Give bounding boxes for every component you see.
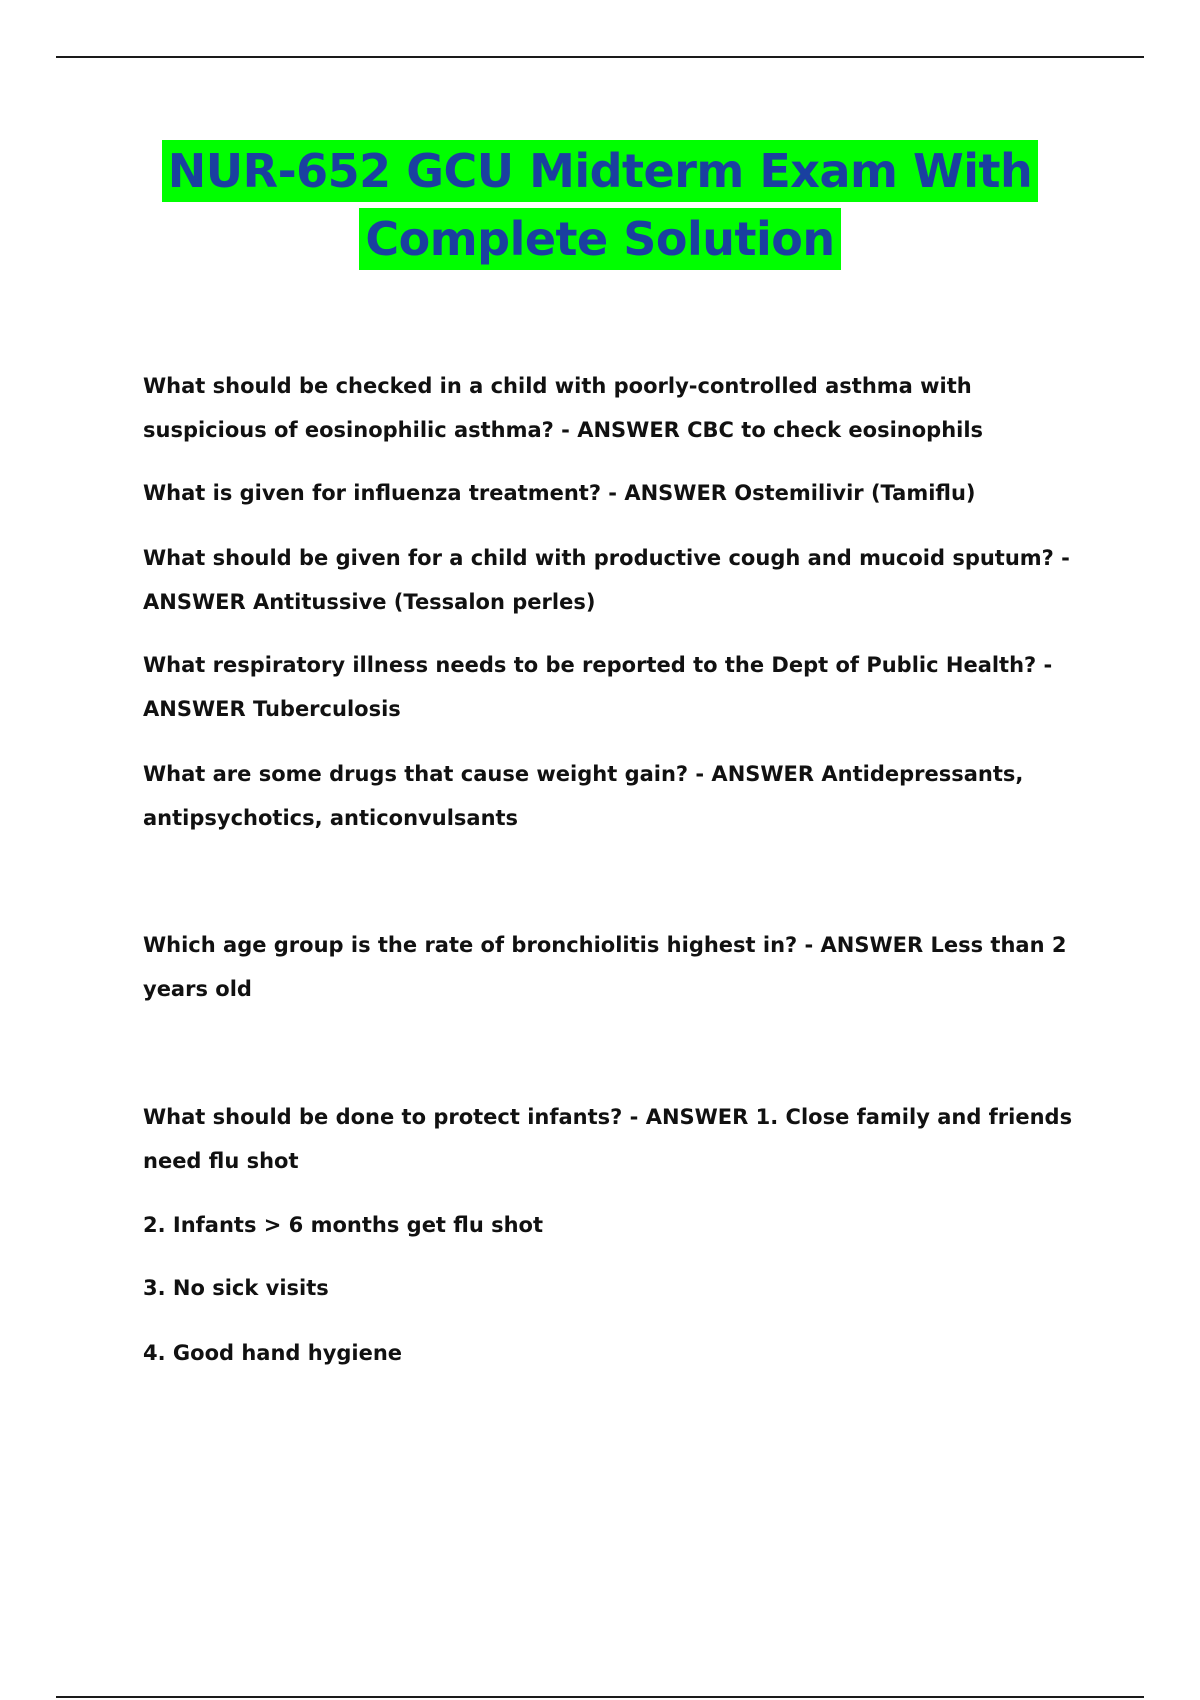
title-line-2: Complete Solution <box>359 208 840 270</box>
qa-text: 4. Good hand hygiene <box>143 1341 403 1365</box>
qa-item-2 <box>143 471 1093 515</box>
qa-item-3 <box>143 536 1093 624</box>
qa-text: What should be checked in a child with poorly-controlled asthma with suspicious of eosinophilic asthma? - ANSWER CBC to check eosinophils <box>143 374 984 442</box>
top-rule <box>56 56 1144 58</box>
qa-list-item-4 <box>143 1331 1093 1375</box>
qa-list-item-3 <box>143 1266 1093 1310</box>
bottom-rule <box>56 1696 1144 1698</box>
qa-item-5 <box>143 752 1093 840</box>
qa-text: What is given for influenza treatment? - ANSWER Ostemilivir (Tamiflu) <box>143 481 976 505</box>
qa-text: 3. No sick visits <box>143 1276 329 1300</box>
qa-text: 2. Infants > 6 months get flu shot <box>143 1213 544 1237</box>
qa-text: What respiratory illness needs to be reported to the Dept of Public Health? - ANSWER Tuberculosis <box>143 653 1053 721</box>
title-line-1: NUR-652 GCU Midterm Exam With <box>162 140 1038 202</box>
qa-text: What should be given for a child with productive cough and mucoid sputum? - ANSWER Antitussive (Tessalon perles) <box>143 546 1070 614</box>
qa-item-7 <box>143 1095 1093 1183</box>
qa-text: Which age group is the rate of bronchiolitis highest in? - ANSWER Less than 2 years old <box>143 933 1067 1001</box>
qa-list-item-2 <box>143 1203 1093 1247</box>
document-title <box>0 140 1200 270</box>
qa-item-4 <box>143 643 1093 731</box>
qa-item-6 <box>143 923 1093 1011</box>
qa-text: What are some drugs that cause weight gain? - ANSWER Antidepressants, antipsychotics, anticonvulsants <box>143 762 1024 830</box>
qa-item-1 <box>143 364 1093 452</box>
qa-text: What should be done to protect infants? - ANSWER 1. Close family and friends need flu shot <box>143 1105 1073 1173</box>
